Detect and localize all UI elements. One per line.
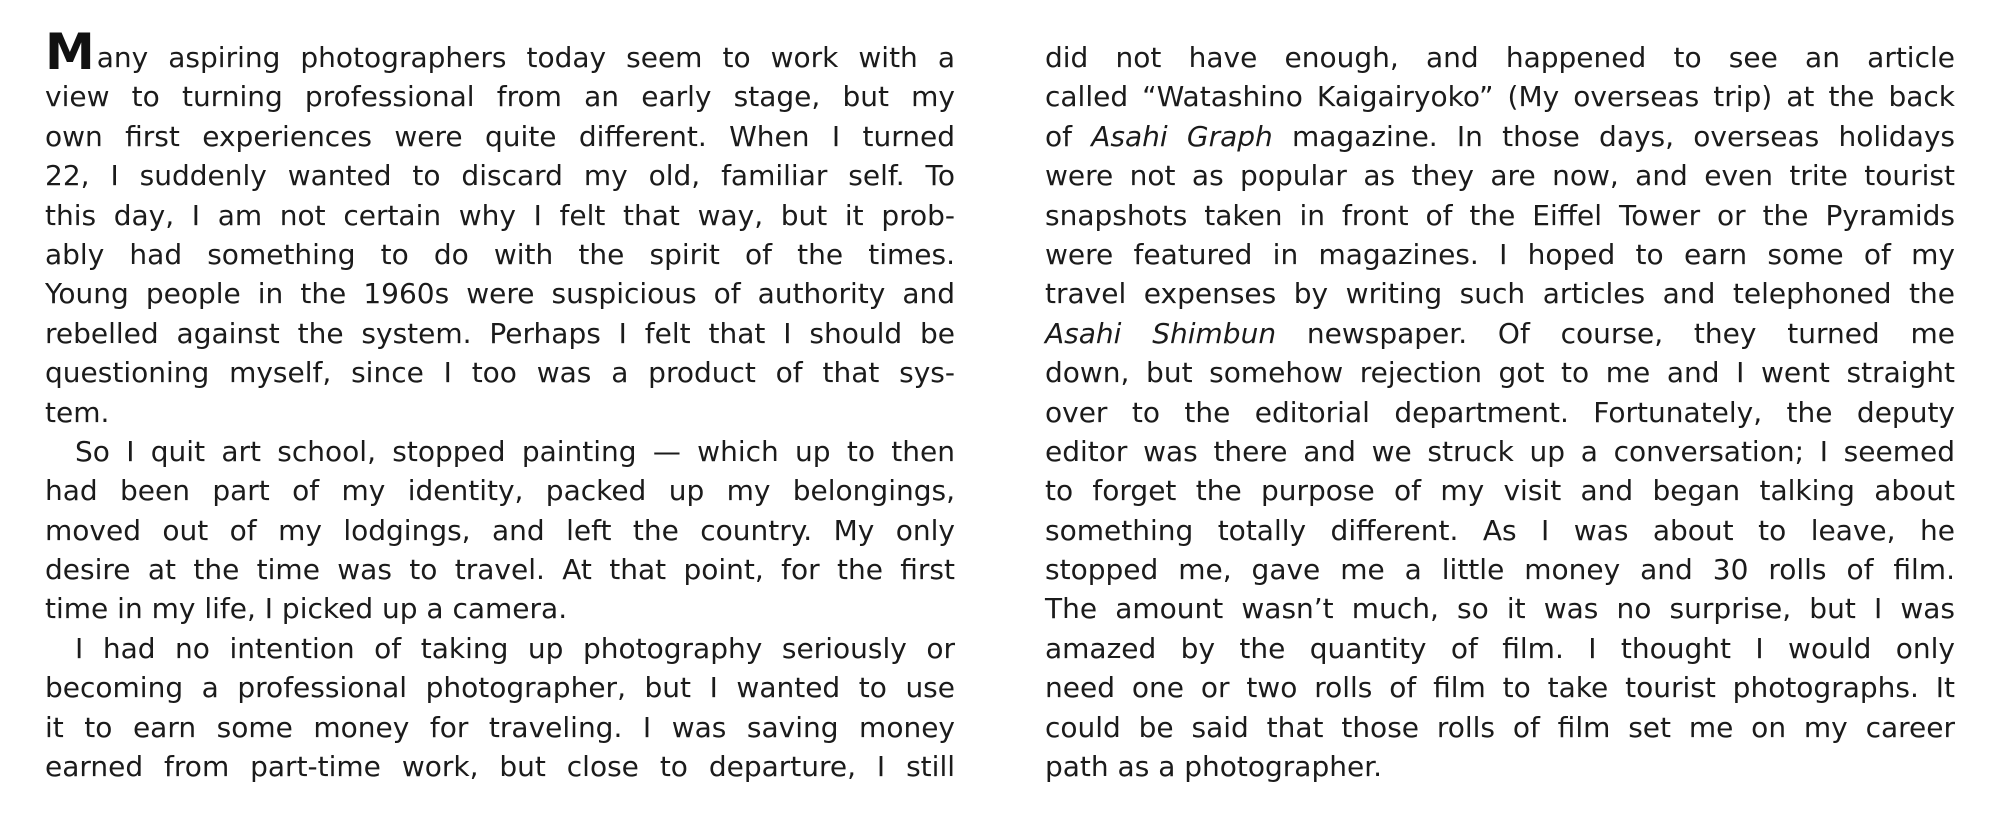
- publication-title: Asahi Shimbun: [1045, 316, 1277, 350]
- text-line: path as a photographer.: [1045, 750, 1383, 784]
- drop-cap: M: [45, 23, 95, 81]
- text-line: tem.: [45, 395, 110, 429]
- text-line: had been part of my identity, packed up my belongings,: [45, 474, 955, 508]
- text-line: earned from part-time work, but close to departure, I still: [45, 750, 955, 784]
- right-column: [1045, 38, 1955, 786]
- text-line: it to earn some money for traveling. I was saving money: [45, 710, 955, 744]
- left-column: [45, 23, 955, 786]
- text-line: Young people in the 1960s were suspicious of authority and: [45, 277, 955, 311]
- text-line: I had no intention of taking up photography seriously or: [75, 631, 955, 665]
- text-line: own first experiences were quite different. When I turned: [45, 119, 955, 153]
- text-line: travel expenses by writing such articles and telephoned the: [1045, 277, 1955, 311]
- text-line: this day, I am not certain why I felt that way, but it prob-: [45, 198, 955, 232]
- text-line: down, but somehow rejection got to me and I went straight: [1045, 356, 1955, 390]
- text-line: desire at the time was to travel. At that point, for the first: [45, 553, 955, 587]
- text-line: snapshots taken in front of the Eiffel Tower or the Pyramids: [1045, 198, 1955, 232]
- text-line: rebelled against the system. Perhaps I felt that I should be: [45, 316, 955, 350]
- text-line: questioning myself, since I too was a product of that sys-: [45, 356, 955, 390]
- text-line: Many aspiring photographers today seem to work with a: [45, 23, 955, 81]
- text-line: view to turning professional from an early stage, but my: [45, 80, 955, 114]
- text-line: did not have enough, and happened to see an article: [1045, 41, 1955, 74]
- text-line: need one or two rolls of film to take tourist photographs. It: [1045, 671, 1955, 705]
- text-line: something totally different. As I was about to leave, he: [1045, 513, 1955, 547]
- text-line: Asahi Shimbun newspaper. Of course, they turned me: [1045, 316, 1956, 350]
- text-line: amazed by the quantity of film. I thought I would only: [1045, 631, 1955, 665]
- text-line: were featured in magazines. I hoped to earn some of my: [1045, 237, 1955, 271]
- text-line: were not as popular as they are now, and even trite tourist: [1045, 159, 1955, 193]
- text-line: time in my life, I picked up a camera.: [45, 592, 568, 626]
- text-line: called “Watashino Kaigairyoko” (My overseas trip) at the back: [1045, 80, 1955, 114]
- text-line: of Asahi Graph magazine. In those days, overseas holidays: [1045, 119, 1956, 153]
- text-line: to forget the purpose of my visit and began talking about: [1045, 474, 1955, 508]
- text-line: 22, I suddenly wanted to discard my old, familiar self. To: [45, 159, 955, 193]
- text-line: could be said that those rolls of film set me on my career: [1045, 710, 1955, 744]
- text-line: So I quit art school, stopped painting — which up to then: [75, 434, 955, 468]
- text-line: The amount wasn’t much, so it was no surprise, but I was: [1045, 592, 1955, 626]
- text-line: becoming a professional photographer, but I wanted to use: [45, 671, 955, 705]
- text-line: ably had something to do with the spirit of the times.: [45, 237, 955, 271]
- text-line: editor was there and we struck up a conversation; I seemed: [1045, 434, 1955, 468]
- text-line: over to the editorial department. Fortunately, the deputy: [1045, 395, 1955, 429]
- publication-title: Asahi Graph: [1091, 119, 1273, 153]
- text-line: stopped me, gave me a little money and 30 rolls of film.: [1045, 553, 1955, 587]
- text-line: moved out of my lodgings, and left the country. My only: [45, 513, 955, 547]
